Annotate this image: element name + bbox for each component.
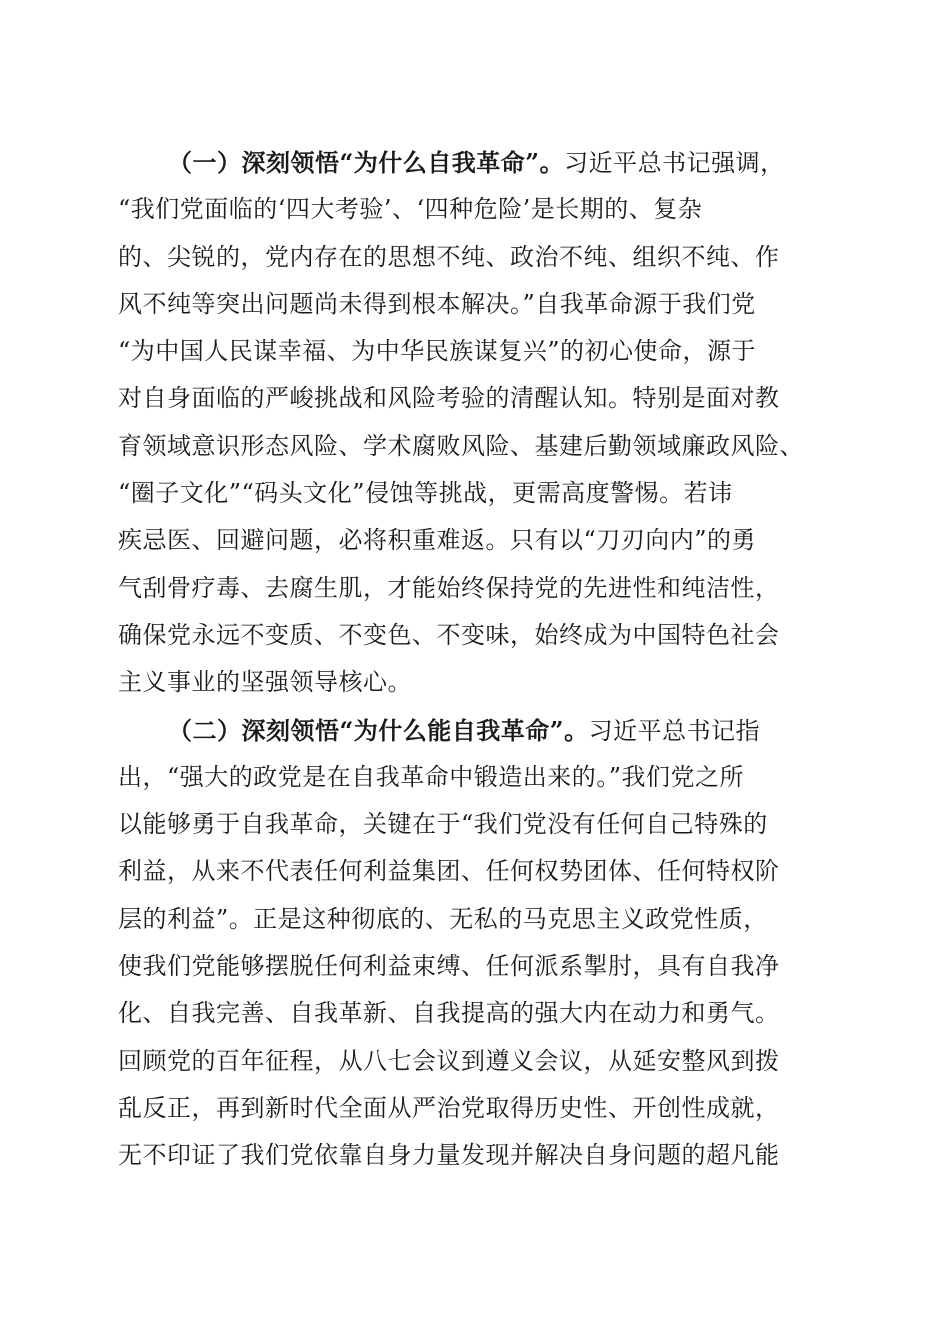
- paragraph-2-text: 习近平总书记指: [588, 716, 761, 745]
- paragraph-line: 风不纯等突出问题尚未得到根本解决。”自我革命源于我们党: [118, 289, 756, 318]
- paragraph-line: 主义事业的坚强领导核心。: [118, 668, 412, 697]
- paragraph-line: 确保党永远不变质、不变色、不变味，始终成为中国特色社会: [118, 620, 780, 649]
- paragraph-1-text: 习近平总书记强调，: [564, 149, 785, 177]
- paragraph-line: 利益，从来不代表任何利益集团、任何权势团体、任何特权阶: [118, 857, 780, 886]
- paragraph-line: 疾忌医、回避问题，必将积重难返。只有以“刀刃向内”的勇: [118, 526, 757, 555]
- paragraph-line: 对自身面临的严峻挑战和风险考验的清醒认知。特别是面对教: [118, 384, 780, 413]
- paragraph-line: 的、尖锐的，党内存在的思想不纯、政治不纯、组织不纯、作: [118, 242, 780, 271]
- paragraph-line: 层的利益”。正是这种彻底的、无私的马克思主义政党性质，: [118, 904, 768, 933]
- paragraph-line: 气刮骨疗毒、去腐生肌，才能始终保持党的先进性和纯洁性，: [118, 573, 780, 602]
- paragraph-line: 无不印证了我们党依靠自身力量发现并解决自身问题的超凡能: [118, 1141, 780, 1170]
- paragraph-1-line-1: [118, 139, 830, 186]
- paragraph-2-heading: （二）深刻领悟“为什么能自我革命”。: [168, 715, 589, 745]
- paragraph-line: 乱反正，再到新时代全面从严治党取得历史性、开创性成就，: [118, 1093, 780, 1122]
- document-body: [118, 139, 830, 1180]
- paragraph-2-line-1: [118, 707, 830, 754]
- paragraph-line: 使我们党能够摆脱任何利益束缚、任何派系掣肘，具有自我净: [118, 952, 780, 981]
- paragraph-line: 回顾党的百年征程，从八七会议到遵义会议，从延安整风到拨: [118, 1046, 780, 1075]
- paragraph-line: 出，“强大的政党是在自我革命中锻造出来的。”我们党之所: [118, 762, 745, 791]
- paragraph-line: “圈子文化”“码头文化”侵蚀等挑战，更需高度警惕。若讳: [118, 479, 733, 508]
- paragraph-line: 化、自我完善、自我革新、自我提高的强大内在动力和勇气。: [118, 999, 780, 1028]
- paragraph-line: “为中国人民谋幸福、为中华民族谋复兴”的初心使命，源于: [118, 337, 757, 366]
- paragraph-line: 育领域意识形态风险、学术腐败风险、基建后勤领域廉政风险、: [118, 431, 804, 460]
- paragraph-1-heading: （一）深刻领悟“为什么自我革命”。: [168, 148, 565, 177]
- paragraph-line: “我们党面临的‘四大考验’、‘四种危险’是长期的、复杂: [118, 195, 703, 224]
- paragraph-line: 以能够勇于自我革命，关键在于“我们党没有任何自己特殊的: [118, 810, 768, 839]
